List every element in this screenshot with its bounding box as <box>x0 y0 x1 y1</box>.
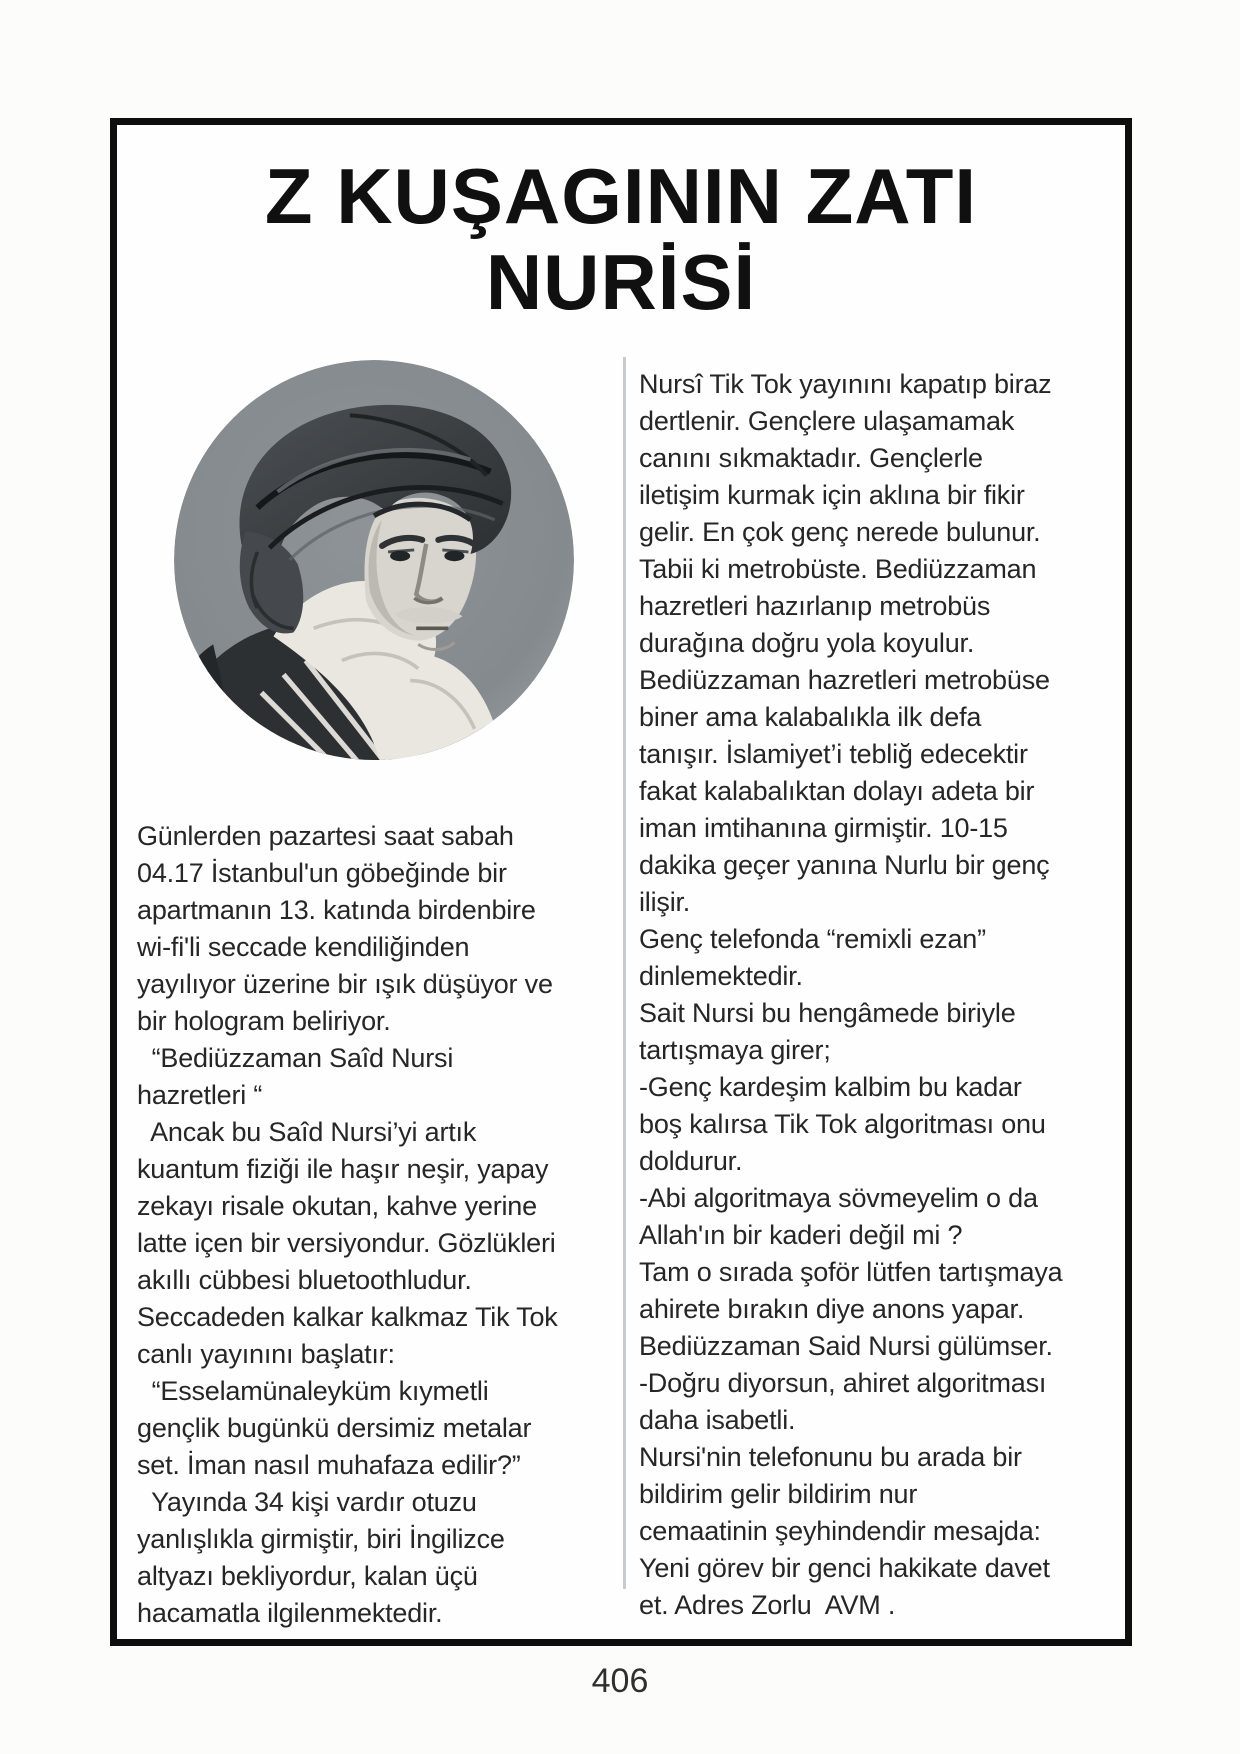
text-line: doldurur. <box>639 1146 743 1176</box>
text-line: 04.17 İstanbul'un göbeğinde bir <box>137 858 507 888</box>
text-line: Nursî Tik Tok yayınını kapatıp biraz <box>639 369 1052 399</box>
text-line: zekayı risale okutan, kahve yerine <box>137 1191 537 1221</box>
column-divider <box>623 357 626 1589</box>
left-column <box>137 818 603 1632</box>
text-line: biner ama kalabalıkla ilk defa <box>639 702 982 732</box>
text-line: hacamatla ilgilenmektedir. <box>137 1598 443 1628</box>
text-line: ahirete bırakın diye anons yapar. <box>639 1294 1025 1324</box>
text-line: Yayında 34 kişi vardır otuzu <box>137 1487 477 1517</box>
text-line: Yeni görev bir genci hakikate davet <box>639 1553 1050 1583</box>
text-line: “Esselamünaleyküm kıymetli <box>137 1376 489 1406</box>
text-line: fakat kalabalıktan dolayı adeta bir <box>639 776 1035 806</box>
text-line: -Doğru diyorsun, ahiret algoritması <box>639 1368 1047 1398</box>
text-line: durağına doğru yola koyulur. <box>639 628 975 658</box>
text-line: Nursi'nin telefonunu bu arada bir <box>639 1442 1022 1472</box>
text-line: Sait Nursi bu hengâmede biriyle <box>639 998 1016 1028</box>
text-line: iman imtihanına girmiştir. 10-15 <box>639 813 1008 843</box>
text-line: latte içen bir versiyondur. Gözlükleri <box>137 1228 556 1258</box>
text-line: yayılıyor üzerine bir ışık düşüyor ve <box>137 969 553 999</box>
text-line: yanlışlıkla girmiştir, biri İngilizce <box>137 1524 505 1554</box>
text-line: wi-fi'li seccade kendiliğinden <box>137 932 470 962</box>
text-line: -Abi algoritmaya sövmeyelim o da <box>639 1183 1038 1213</box>
text-line: gelir. En çok genç nerede bulunur. <box>639 517 1041 547</box>
page-title <box>117 153 1125 325</box>
text-line: cemaatinin şeyhindendir mesajda: <box>639 1516 1041 1546</box>
text-line: set. İman nasıl muhafaza edilir?” <box>137 1450 521 1480</box>
text-line: apartmanın 13. katında birdenbire <box>137 895 536 925</box>
text-line: canını sıkmaktadır. Gençlerle <box>639 443 983 473</box>
text-line: hazretleri hazırlanıp metrobüs <box>639 591 991 621</box>
text-line: dakika geçer yanına Nurlu bir genç <box>639 850 1050 880</box>
text-line: Günlerden pazartesi saat sabah <box>137 821 514 851</box>
text-line: gençlik bugünkü dersimiz metalar <box>137 1413 532 1443</box>
text-line: Bediüzzaman hazretleri metrobüse <box>639 665 1050 695</box>
page-title-line-2: NURİSİ <box>485 238 757 326</box>
text-line: Seccadeden kalkar kalkmaz Tik Tok <box>137 1302 558 1332</box>
text-line: Tabii ki metrobüste. Bediüzzaman <box>639 554 1037 584</box>
said-nursi-portrait <box>173 359 575 761</box>
text-line: kuantum fiziği ile haşır neşir, yapay <box>137 1154 549 1184</box>
text-line: -Genç kardeşim kalbim bu kadar <box>639 1072 1022 1102</box>
text-line: bir hologram beliriyor. <box>137 1006 391 1036</box>
text-line: et. Adres Zorlu AVM . <box>639 1590 896 1620</box>
text-line: hazretleri “ <box>137 1080 263 1110</box>
text-line: dinlemektedir. <box>639 961 803 991</box>
text-line: Bediüzzaman Said Nursi gülümser. <box>639 1331 1053 1361</box>
right-column <box>639 366 1133 1624</box>
text-line: Tam o sırada şoför lütfen tartışmaya <box>639 1257 1063 1287</box>
page-frame <box>110 118 1132 1646</box>
text-line: Ancak bu Saîd Nursi’yi artık <box>137 1117 477 1147</box>
text-line: “Bediüzzaman Saîd Nursi <box>137 1043 454 1073</box>
text-line: boş kalırsa Tik Tok algoritması onu <box>639 1109 1046 1139</box>
text-line: ilişir. <box>639 887 691 917</box>
page-title-line-1: Z KUŞAGININ ZATI <box>264 152 978 240</box>
text-line: dertlenir. Gençlere ulaşamamak <box>639 406 1015 436</box>
text-line: tanışır. İslamiyet’i tebliğ edecektir <box>639 739 1028 769</box>
text-line: Genç telefonda “remixli ezan” <box>639 924 986 954</box>
page-number: 406 <box>591 1662 649 1700</box>
text-line: akıllı cübbesi bluetoothludur. <box>137 1265 472 1295</box>
text-line: altyazı bekliyordur, kalan üçü <box>137 1561 478 1591</box>
text-line: Allah'ın bir kaderi değil mi ? <box>639 1220 963 1250</box>
text-line: daha isabetli. <box>639 1405 796 1435</box>
text-line: canlı yayınını başlatır: <box>137 1339 395 1369</box>
text-line: tartışmaya girer; <box>639 1035 831 1065</box>
text-line: iletişim kurmak için aklına bir fikir <box>639 480 1025 510</box>
text-line: bildirim gelir bildirim nur <box>639 1479 918 1509</box>
